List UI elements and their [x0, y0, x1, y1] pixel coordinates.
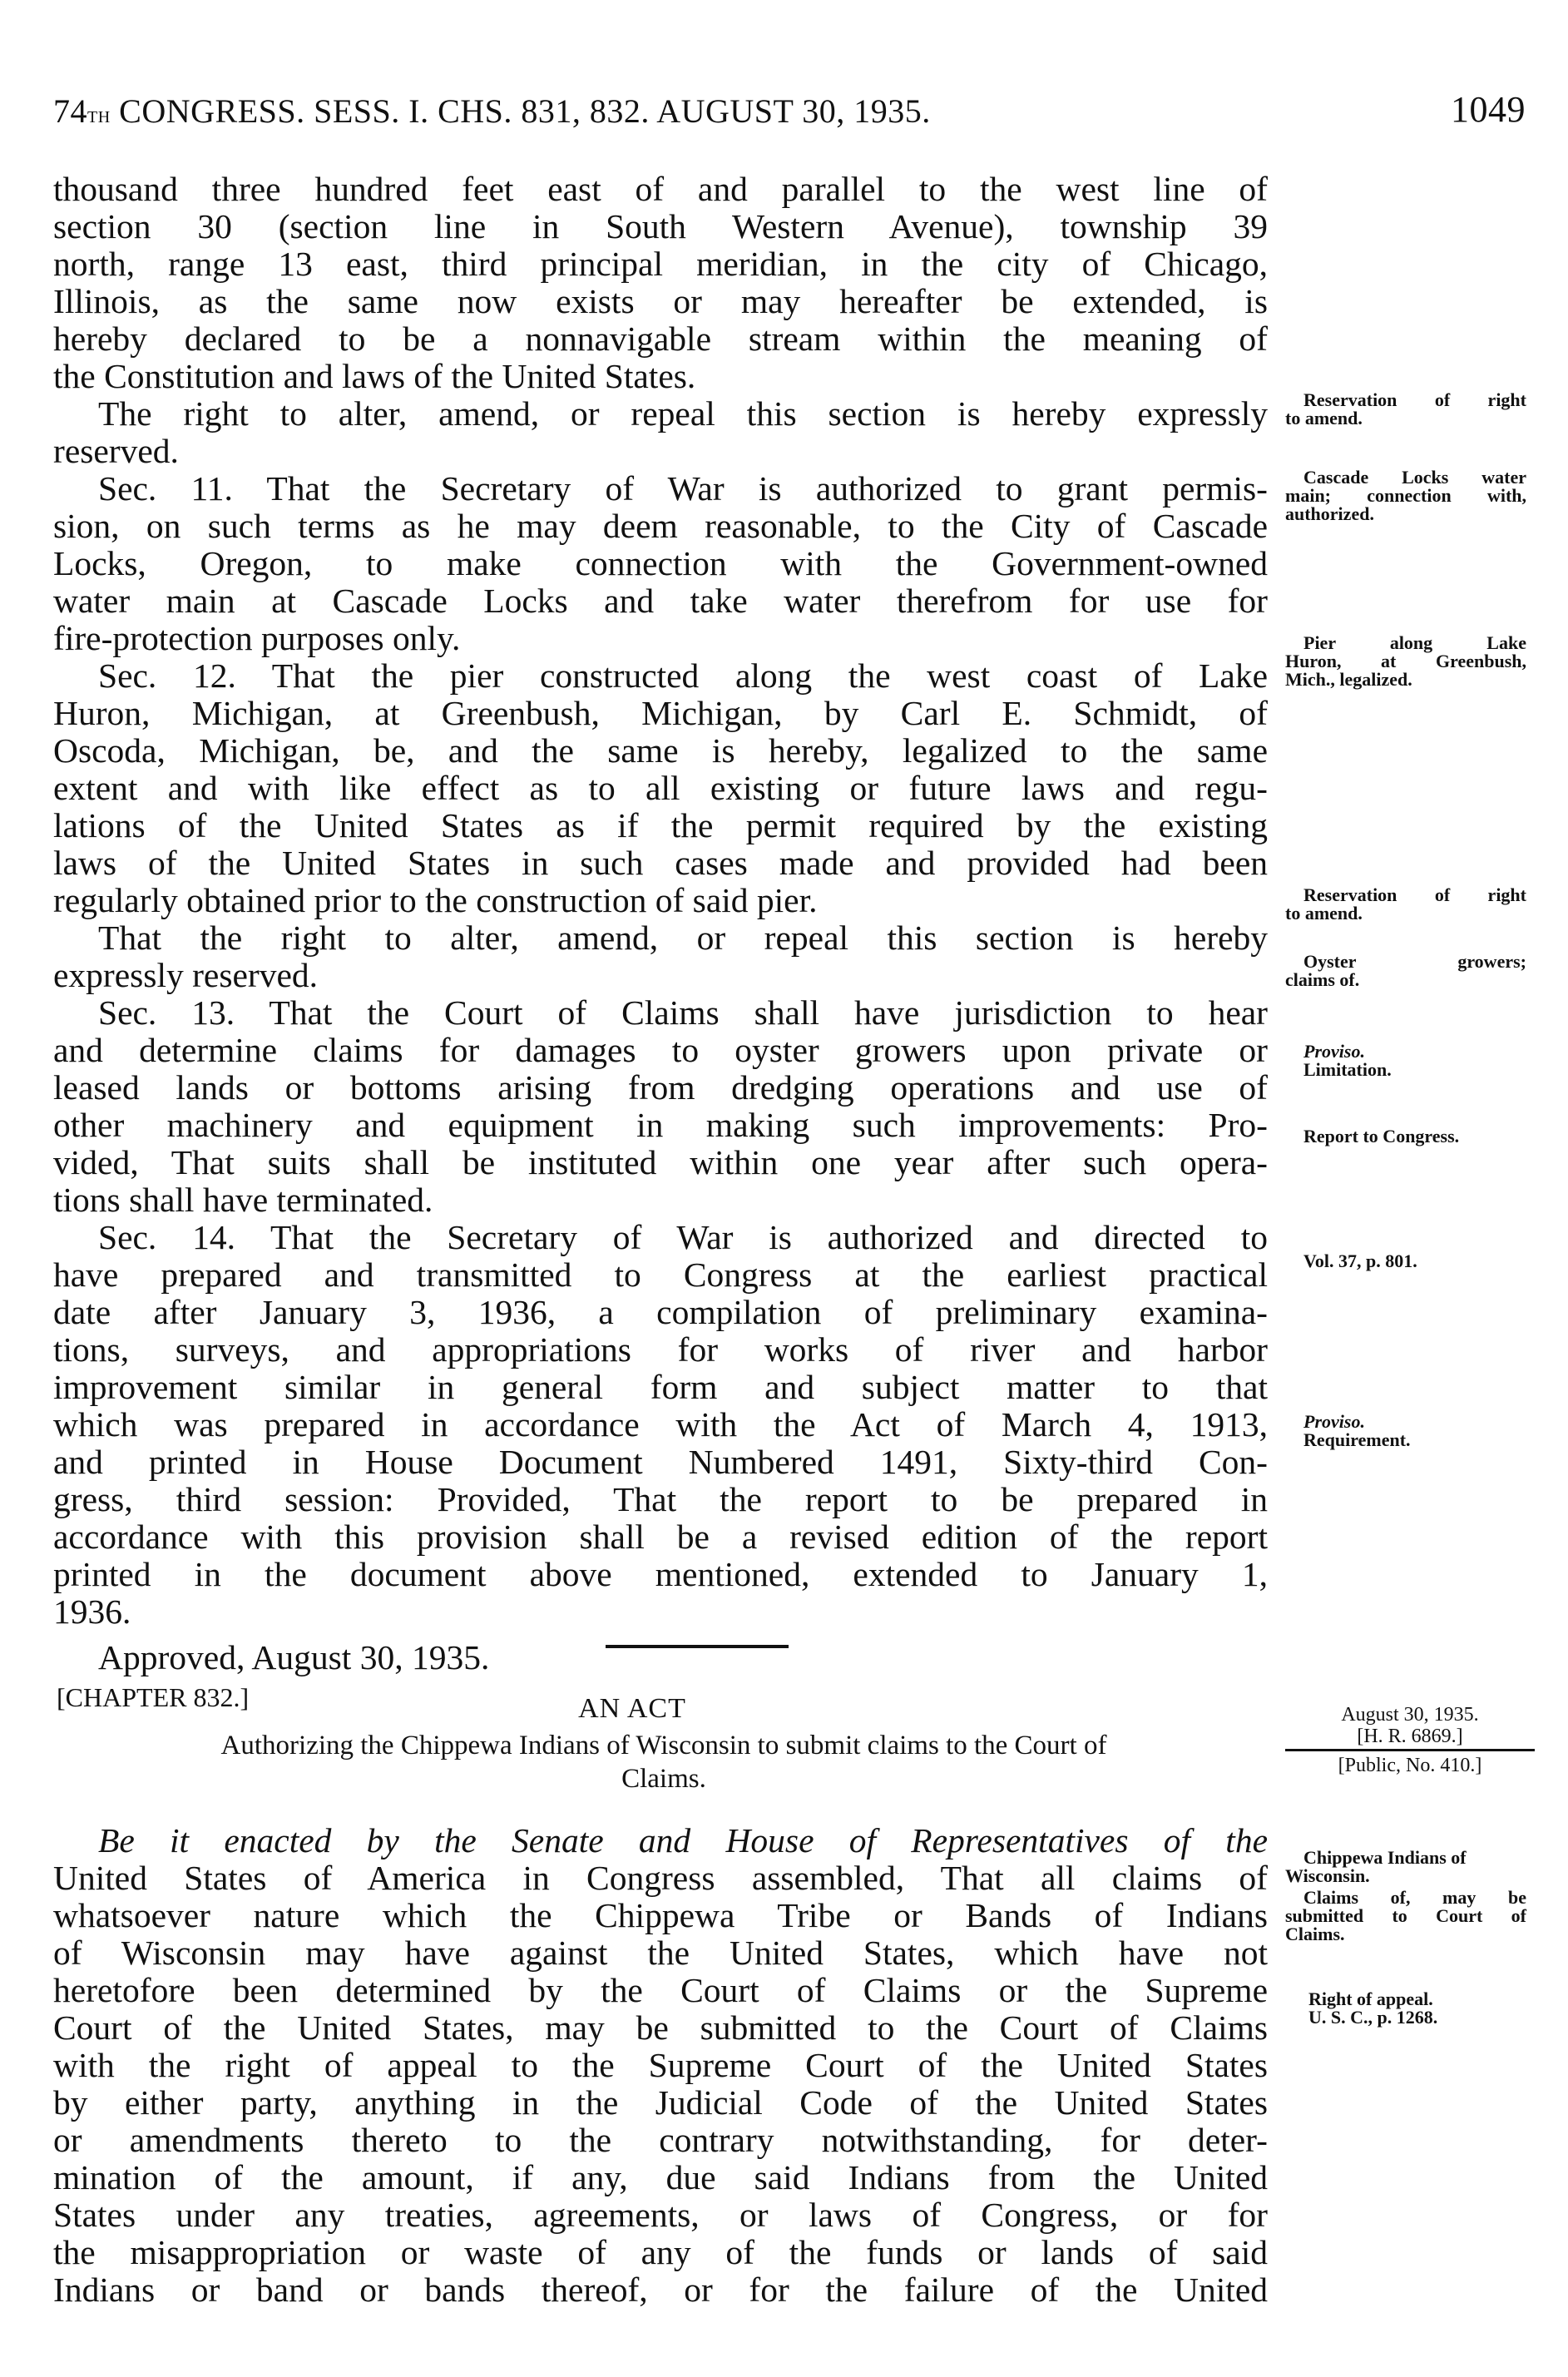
act-date-block: [1285, 1704, 1535, 1776]
text-line: fire-protection purposes only.: [53, 619, 461, 657]
page-number: 1049: [1451, 89, 1526, 130]
margin-note-line: Claims.: [1285, 1924, 1345, 1944]
text-line: whatsoever nature which the Chippewa Tribe or Bands of Indians: [53, 1896, 1268, 1934]
text-line: and printed in House Document Numbered 1491, Sixty-third Con-: [53, 1443, 1268, 1481]
chapter-831-body: [53, 171, 1268, 1676]
an-act-heading: AN ACT: [578, 1693, 686, 1724]
text-line: lations of the United States as if the permit required by the existing: [53, 806, 1268, 844]
margin-note-line: Proviso.: [1303, 1411, 1365, 1432]
bill-number: [H. R. 6869.]: [1357, 1726, 1463, 1747]
margin-note-line: main; connection with,: [1285, 485, 1526, 506]
text-line: vided, That suits shall be instituted within one year after such opera-: [53, 1143, 1268, 1181]
text-line: other machinery and equipment in making such improvements: Pro-: [53, 1106, 1268, 1144]
margin-note-line: U. S. C., p. 1268.: [1308, 2007, 1438, 2028]
margin-note-reservation-1: [1285, 391, 1526, 428]
text-line: with the right of appeal to the Supreme Court of the United States: [53, 2046, 1268, 2084]
text-line: That the right to alter, amend, or repeal this section is hereby: [98, 919, 1268, 957]
ordinal-suffix: th: [87, 102, 111, 128]
text-line: expressly reserved.: [53, 956, 319, 994]
margin-note-report-to-congress: [1285, 1127, 1526, 1146]
margin-note-line: authorized.: [1285, 503, 1374, 524]
approved-line: Approved, August 30, 1935.: [98, 1638, 490, 1676]
margin-note-cascade-locks: [1285, 468, 1526, 523]
text-line: accordance with this provision shall be a revised edition of the report: [53, 1518, 1268, 1556]
text-line: reserved.: [53, 432, 179, 470]
text-line: tions shall have terminated.: [53, 1181, 433, 1219]
text-line: date after January 3, 1936, a compilation of preliminary examina-: [53, 1293, 1268, 1331]
margin-note-vol-37: [1285, 1252, 1526, 1270]
text-line: or amendments thereto to the contrary notwithstanding, for deter-: [53, 2121, 1268, 2159]
act-title-line: Authorizing the Chippewa Indians of Wisconsin to submit claims to the Court of: [220, 1731, 1107, 1760]
section-12-line: Sec. 12. That the pier constructed along the west coast of Lake: [98, 656, 1268, 695]
text-line: north, range 13 east, third principal meridian, in the city of Chicago,: [53, 245, 1268, 283]
text-line: thousand three hundred feet east of and parallel to the west line of: [53, 170, 1268, 208]
text-line: tions, surveys, and appropriations for works of river and harbor: [53, 1330, 1268, 1369]
act-date: August 30, 1935.: [1341, 1704, 1479, 1726]
text-line: the Constitution and laws of the United States.: [53, 357, 696, 395]
margin-note-line: Reservation of right: [1303, 884, 1526, 905]
margin-note-line: Oyster growers;: [1303, 951, 1526, 972]
margin-note-line: Pier along Lake: [1303, 632, 1526, 653]
text-line: water main at Cascade Locks and take water therefrom for use for: [53, 582, 1268, 620]
text-line: Locks, Oregon, to make connection with the Government-owned: [53, 544, 1268, 582]
margin-note-line: Right of appeal.: [1308, 1988, 1433, 2009]
text-line: Huron, Michigan, at Greenbush, Michigan, by Carl E. Schmidt, of: [53, 694, 1268, 732]
margin-note-claims-submitted: [1285, 1889, 1526, 1944]
margin-note-reservation-2: [1285, 886, 1526, 923]
text-line: section 30 (section line in South Western Avenue), township 39: [53, 207, 1268, 245]
chapter-separator-rule: [606, 1645, 789, 1648]
margin-note-oyster-growers: [1285, 953, 1526, 989]
text-line: Illinois, as the same now exists or may hereafter be extended, is: [53, 282, 1268, 320]
text-line: leased lands or bottoms arising from dredging operations and use of: [53, 1068, 1268, 1107]
margin-note-line: Chippewa Indians of: [1303, 1847, 1467, 1868]
text-line: of Wisconsin may have against the United States, which have not: [53, 1934, 1268, 1972]
text-line: The right to alter, amend, or repeal this section is hereby expressly: [98, 394, 1268, 433]
date-block-rule: [1285, 1749, 1535, 1751]
act-title: [57, 1729, 1271, 1795]
margin-note-line: Proviso.: [1303, 1041, 1365, 1062]
text-line: extent and with like effect as to all existing or future laws and regu-: [53, 769, 1268, 807]
margin-note-line: Cascade Locks water: [1303, 467, 1526, 488]
text-line: sion, on such terms as he may deem reasonable, to the City of Cascade: [53, 507, 1268, 545]
chapter-label: [CHAPTER 832.]: [57, 1682, 250, 1712]
margin-note-line: Vol. 37, p. 801.: [1303, 1250, 1417, 1271]
running-header: [53, 89, 1526, 133]
text-line: Court of the United States, may be submitted to the Court of Claims: [53, 2008, 1268, 2047]
margin-note-line: Report to Congress.: [1303, 1126, 1460, 1146]
chapter-832-body: [53, 1822, 1268, 2309]
text-line: States under any treaties, agreements, or laws of Congress, or for: [53, 2196, 1268, 2234]
margin-note-line: Limitation.: [1303, 1059, 1392, 1080]
margin-note-line: Reservation of right: [1303, 389, 1526, 410]
running-head-text: CONGRESS. SESS. I. CHS. 831, 832. AUGUST 30, 1935.: [119, 92, 931, 130]
section-13-line: Sec. 13. That the Court of Claims shall have jurisdiction to hear: [98, 993, 1268, 1032]
margin-note-line: Requirement.: [1303, 1429, 1411, 1450]
act-title-line: Claims.: [621, 1764, 706, 1794]
text-line: heretofore been determined by the Court of Claims or the Supreme: [53, 1971, 1268, 2009]
text-line: by either party, anything in the Judicial Code of the United States: [53, 2083, 1268, 2122]
margin-note-line: submitted to Court of: [1285, 1905, 1526, 1926]
text-line: regularly obtained prior to the construction of said pier.: [53, 881, 818, 919]
margin-note-line: Wisconsin.: [1285, 1865, 1370, 1886]
text-line: the misappropriation or waste of any of the funds or lands of said: [53, 2233, 1268, 2271]
text-line: and determine claims for damages to oyster growers upon private or: [53, 1031, 1268, 1069]
text-line: 1936.: [53, 1592, 131, 1631]
margin-note-line: Huron, at Greenbush,: [1285, 651, 1526, 671]
text-line: printed in the document above mentioned, extended to January 1,: [53, 1555, 1268, 1593]
section-11-line: Sec. 11. That the Secretary of War is authorized to grant permis-: [98, 469, 1268, 508]
margin-note-proviso-requirement: [1285, 1413, 1526, 1449]
margin-note-pier-lake-huron: [1285, 634, 1526, 689]
congress-number: 74: [53, 92, 87, 130]
enacting-clause-line: Be it enacted by the Senate and House of Representatives of the: [98, 1821, 1268, 1860]
text-line: improvement similar in general form and subject matter to that: [53, 1368, 1268, 1406]
margin-note-right-of-appeal: [1285, 1990, 1526, 2027]
text-line: gress, third session: Provided, That the report to be prepared in: [53, 1480, 1268, 1518]
section-14-line: Sec. 14. That the Secretary of War is authorized and directed to: [98, 1218, 1268, 1256]
margin-note-chippewa-indians: [1285, 1849, 1526, 1885]
running-head: [53, 92, 931, 131]
text-line: hereby declared to be a nonnavigable stream within the meaning of: [53, 319, 1268, 358]
margin-note-line: Claims of, may be: [1303, 1887, 1526, 1908]
text-line: which was prepared in accordance with the Act of March 4, 1913,: [53, 1405, 1268, 1444]
margin-note-line: to amend.: [1285, 903, 1363, 924]
text-line: Oscoda, Michigan, be, and the same is hereby, legalized to the same: [53, 731, 1268, 770]
margin-note-line: claims of.: [1285, 969, 1360, 990]
margin-note-line: Mich., legalized.: [1285, 669, 1412, 690]
text-line: have prepared and transmitted to Congress at the earliest practical: [53, 1255, 1268, 1294]
text-line: laws of the United States in such cases made and provided had been: [53, 844, 1268, 882]
public-law-number: [Public, No. 410.]: [1338, 1755, 1482, 1776]
text-line: Indians or band or bands thereof, or for the failure of the United: [53, 2271, 1268, 2309]
margin-note-line: to amend.: [1285, 408, 1363, 428]
text-line: mination of the amount, if any, due said Indians from the United: [53, 2158, 1268, 2196]
margin-note-proviso-limitation: [1285, 1042, 1526, 1079]
text-line: United States of America in Congress assembled, That all claims of: [53, 1859, 1268, 1897]
